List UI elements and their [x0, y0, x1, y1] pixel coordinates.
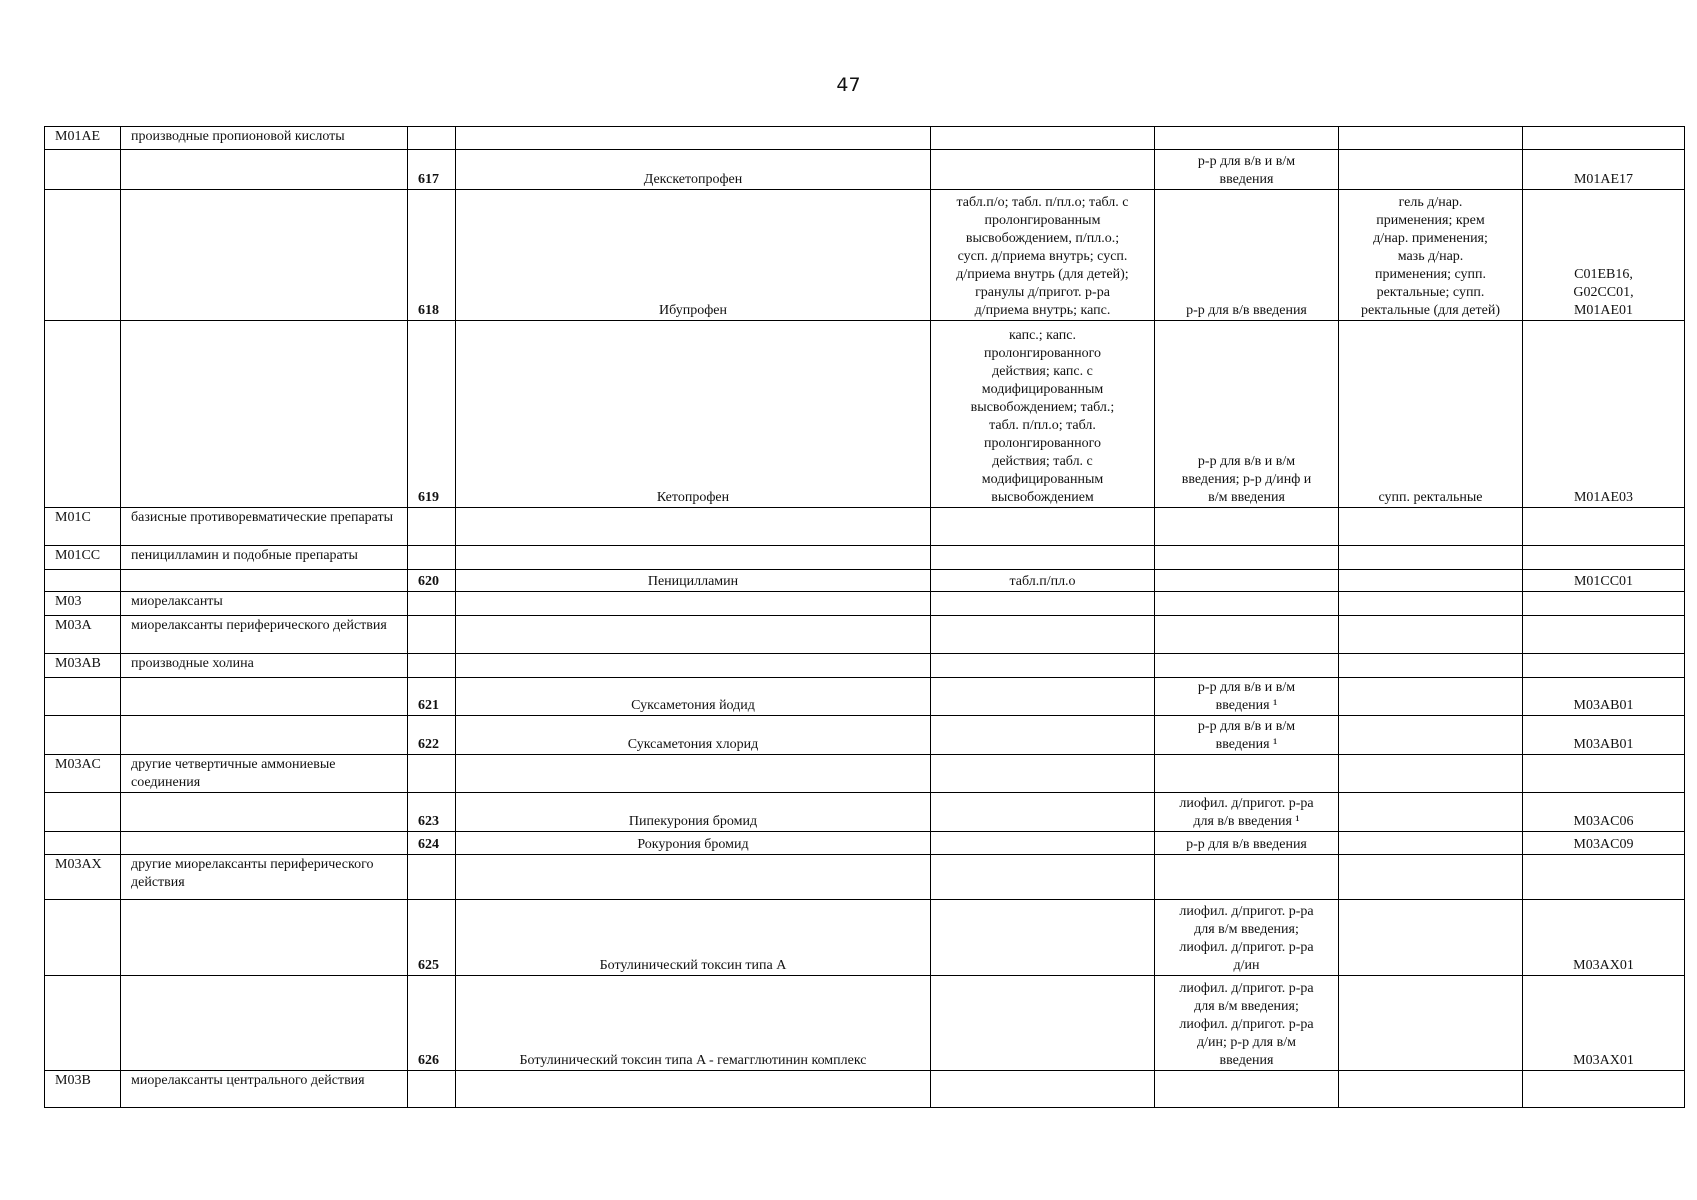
atc-code-text: M01AE03 — [1573, 490, 1634, 505]
atc-group-code-cell — [45, 127, 121, 150]
other-forms-cell — [1339, 570, 1523, 592]
injection-forms-cell — [1155, 716, 1339, 755]
item-number-cell — [408, 546, 456, 570]
atc-code-cell — [1523, 190, 1685, 321]
atc-code-cell — [1523, 832, 1685, 855]
oral-forms-cell — [931, 678, 1155, 716]
atc-group-code-cell — [45, 832, 121, 855]
group-row — [45, 1071, 1685, 1108]
atc-group-code-cell — [45, 793, 121, 832]
injection-forms-cell — [1155, 321, 1339, 508]
injection-forms-text: р-р для в/в введения — [1186, 303, 1307, 318]
drug-name-cell — [456, 616, 931, 654]
drug-name-cell — [456, 1071, 931, 1108]
atc-code-cell — [1523, 755, 1685, 793]
other-forms-cell — [1339, 832, 1523, 855]
drug-name-text: Пеницилламин — [647, 574, 739, 589]
atc-group-name-cell — [121, 678, 408, 716]
atc-group-code-cell — [45, 654, 121, 678]
drug-name-text: Ибупрофен — [659, 303, 727, 318]
item-number-cell — [408, 321, 456, 508]
oral-forms-cell — [931, 546, 1155, 570]
injection-forms-cell — [1155, 900, 1339, 976]
atc-group-code-text: M01CC — [55, 548, 101, 563]
oral-forms-cell — [931, 508, 1155, 546]
drug-name-text: Суксаметония йодид — [631, 698, 755, 713]
atc-group-name-text: производные пропионовой кислоты — [131, 129, 345, 144]
injection-forms-cell — [1155, 755, 1339, 793]
atc-code-cell — [1523, 1071, 1685, 1108]
other-forms-text: супп. ректальные — [1378, 490, 1483, 505]
item-number-cell — [408, 570, 456, 592]
group-row — [45, 755, 1685, 793]
other-forms-cell — [1339, 321, 1523, 508]
atc-group-code-cell — [45, 616, 121, 654]
oral-forms-cell — [931, 321, 1155, 508]
other-forms-cell — [1339, 976, 1523, 1071]
atc-group-name-text: другие четвертичные аммониевые соединения — [131, 757, 336, 790]
atc-code-text: M01CC01 — [1573, 574, 1634, 589]
drug-name-cell — [456, 592, 931, 616]
item-number-text: 618 — [418, 303, 439, 318]
injection-forms-text: р-р для в/в и в/м введения; р-р д/инф и в/м введения — [1181, 454, 1312, 505]
other-forms-cell — [1339, 508, 1523, 546]
drug-table — [44, 126, 1685, 1108]
atc-group-code-text: M03 — [55, 594, 82, 609]
drug-name-cell — [456, 855, 931, 900]
drug-name-text: Ботулинический токсин типа A - гемагглютинин комплекс — [519, 1053, 867, 1068]
injection-forms-cell — [1155, 592, 1339, 616]
atc-code-cell — [1523, 976, 1685, 1071]
other-forms-cell — [1339, 755, 1523, 793]
atc-code-cell — [1523, 616, 1685, 654]
oral-forms-text: табл.п/о; табл. п/пл.о; табл. с пролонгированным высвобождением, п/пл.о.; сусп. д/приема внутрь; сусп. д/приема внутрь (для детей); гранулы д/пригот. р-ра д/приема внутрь; капс. — [956, 195, 1129, 318]
drug-name-cell — [456, 654, 931, 678]
item-number-text: 617 — [418, 172, 439, 187]
atc-group-name-cell — [121, 976, 408, 1071]
other-forms-cell — [1339, 150, 1523, 190]
atc-code-text: M03AB01 — [1573, 698, 1634, 713]
drug-row — [45, 976, 1685, 1071]
injection-forms-cell — [1155, 127, 1339, 150]
atc-group-code-text: M03AX — [55, 857, 102, 872]
drug-name-text: Пипекурония бромид — [628, 814, 758, 829]
drug-row — [45, 900, 1685, 976]
atc-group-name-cell — [121, 150, 408, 190]
item-number-text: 622 — [418, 737, 439, 752]
item-number-cell — [408, 150, 456, 190]
atc-group-code-cell — [45, 508, 121, 546]
injection-forms-cell — [1155, 832, 1339, 855]
drug-name-cell — [456, 546, 931, 570]
group-row — [45, 654, 1685, 678]
other-forms-cell — [1339, 678, 1523, 716]
item-number-cell — [408, 616, 456, 654]
item-number-text: 624 — [418, 837, 439, 852]
item-number-cell — [408, 508, 456, 546]
atc-group-code-text: M03A — [55, 618, 92, 633]
item-number-cell — [408, 976, 456, 1071]
injection-forms-cell — [1155, 570, 1339, 592]
oral-forms-cell — [931, 793, 1155, 832]
atc-group-code-text: M03AB — [55, 656, 101, 671]
other-forms-cell — [1339, 793, 1523, 832]
atc-code-cell — [1523, 546, 1685, 570]
atc-group-name-cell — [121, 592, 408, 616]
atc-group-name-cell — [121, 855, 408, 900]
other-forms-cell — [1339, 546, 1523, 570]
atc-group-name-cell — [121, 793, 408, 832]
group-row — [45, 855, 1685, 900]
atc-group-code-cell — [45, 570, 121, 592]
item-number-cell — [408, 592, 456, 616]
item-number-cell — [408, 654, 456, 678]
atc-code-cell — [1523, 793, 1685, 832]
atc-code-cell — [1523, 855, 1685, 900]
drug-name-text: Кетопрофен — [656, 490, 730, 505]
atc-group-name-text: пеницилламин и подобные препараты — [131, 548, 358, 563]
item-number-cell — [408, 832, 456, 855]
drug-row — [45, 570, 1685, 592]
atc-group-name-cell — [121, 321, 408, 508]
atc-group-name-cell — [121, 616, 408, 654]
group-row — [45, 592, 1685, 616]
atc-code-cell — [1523, 150, 1685, 190]
atc-group-code-cell — [45, 190, 121, 321]
injection-forms-text: лиофил. д/пригот. р-ра для в/в введения ¹ — [1179, 796, 1314, 829]
atc-group-code-text: M01AE — [55, 129, 101, 144]
table-body — [45, 127, 1685, 1108]
drug-name-cell — [456, 755, 931, 793]
atc-code-cell — [1523, 127, 1685, 150]
item-number-text: 621 — [418, 698, 439, 713]
oral-forms-cell — [931, 716, 1155, 755]
oral-forms-cell — [931, 570, 1155, 592]
drug-name-cell — [456, 150, 931, 190]
other-forms-cell — [1339, 127, 1523, 150]
atc-group-code-cell — [45, 592, 121, 616]
atc-code-text: M03AC06 — [1573, 814, 1634, 829]
atc-group-name-cell — [121, 832, 408, 855]
oral-forms-cell — [931, 616, 1155, 654]
oral-forms-cell — [931, 150, 1155, 190]
drug-name-cell — [456, 321, 931, 508]
atc-group-code-cell — [45, 855, 121, 900]
group-row — [45, 127, 1685, 150]
injection-forms-cell — [1155, 654, 1339, 678]
atc-group-name-cell — [121, 570, 408, 592]
atc-group-name-cell — [121, 716, 408, 755]
other-forms-cell — [1339, 855, 1523, 900]
page-number: 47 — [836, 74, 861, 96]
oral-forms-cell — [931, 654, 1155, 678]
other-forms-cell — [1339, 616, 1523, 654]
drug-name-cell — [456, 127, 931, 150]
drug-row — [45, 793, 1685, 832]
atc-group-name-cell — [121, 546, 408, 570]
oral-forms-cell — [931, 900, 1155, 976]
item-number-text: 626 — [418, 1053, 439, 1068]
injection-forms-cell — [1155, 976, 1339, 1071]
atc-group-code-text: M01C — [55, 510, 91, 525]
drug-name-cell — [456, 793, 931, 832]
atc-group-code-cell — [45, 321, 121, 508]
oral-forms-text: капс.; капс. пролонгированного действия; капс. с модифицированным высвобождением; табл.; табл. п/пл.о; табл. пролонгированного действия; табл. с модифицированным высвобождением — [970, 328, 1115, 505]
drug-row — [45, 190, 1685, 321]
injection-forms-cell — [1155, 855, 1339, 900]
item-number-cell — [408, 1071, 456, 1108]
drug-name-text: Рокурония бромид — [637, 837, 749, 852]
oral-forms-cell — [931, 755, 1155, 793]
item-number-text: 625 — [418, 958, 439, 973]
other-forms-cell — [1339, 900, 1523, 976]
other-forms-cell — [1339, 654, 1523, 678]
oral-forms-cell — [931, 976, 1155, 1071]
atc-code-text: M03AC09 — [1573, 837, 1634, 852]
atc-code-text: M03AB01 — [1573, 737, 1634, 752]
item-number-cell — [408, 755, 456, 793]
oral-forms-cell — [931, 190, 1155, 321]
atc-group-name-text: миорелаксанты — [131, 594, 223, 609]
oral-forms-cell — [931, 855, 1155, 900]
atc-group-code-text: M03AC — [55, 757, 101, 772]
injection-forms-text: р-р для в/в и в/м введения ¹ — [1197, 680, 1296, 713]
item-number-text: 623 — [418, 814, 439, 829]
atc-group-name-cell — [121, 755, 408, 793]
atc-group-code-cell — [45, 546, 121, 570]
item-number-cell — [408, 190, 456, 321]
atc-group-name-cell — [121, 1071, 408, 1108]
atc-group-code-cell — [45, 678, 121, 716]
item-number-cell — [408, 793, 456, 832]
atc-code-cell — [1523, 321, 1685, 508]
group-row — [45, 508, 1685, 546]
atc-group-name-cell — [121, 127, 408, 150]
atc-group-name-text: производные холина — [131, 656, 254, 671]
atc-group-code-cell — [45, 755, 121, 793]
item-number-text: 619 — [418, 490, 439, 505]
atc-code-cell — [1523, 716, 1685, 755]
atc-group-name-cell — [121, 900, 408, 976]
injection-forms-cell — [1155, 793, 1339, 832]
drug-name-cell — [456, 832, 931, 855]
injection-forms-cell — [1155, 616, 1339, 654]
item-number-cell — [408, 678, 456, 716]
atc-code-text: M01AE17 — [1573, 172, 1634, 187]
drug-name-cell — [456, 976, 931, 1071]
atc-group-name-cell — [121, 508, 408, 546]
oral-forms-cell — [931, 832, 1155, 855]
drug-name-text: Ботулинический токсин типа A — [599, 958, 787, 973]
injection-forms-cell — [1155, 150, 1339, 190]
atc-group-name-text: другие миорелаксанты периферического действия — [131, 857, 374, 890]
atc-code-text: M03AX01 — [1573, 958, 1634, 973]
atc-code-text: M03AX01 — [1573, 1053, 1634, 1068]
injection-forms-cell — [1155, 678, 1339, 716]
oral-forms-cell — [931, 1071, 1155, 1108]
injection-forms-cell — [1155, 1071, 1339, 1108]
item-number-cell — [408, 716, 456, 755]
injection-forms-cell — [1155, 190, 1339, 321]
injection-forms-text: р-р для в/в и в/м введения — [1197, 154, 1296, 187]
other-forms-cell — [1339, 1071, 1523, 1108]
drug-row — [45, 678, 1685, 716]
group-row — [45, 616, 1685, 654]
atc-code-text: C01EB16, G02CC01, M01AE01 — [1573, 267, 1634, 318]
item-number-cell — [408, 900, 456, 976]
oral-forms-text: табл.п/пл.о — [1009, 574, 1076, 589]
drug-name-cell — [456, 190, 931, 321]
injection-forms-text: лиофил. д/пригот. р-ра для в/м введения; лиофил. д/пригот. р-ра д/ин — [1179, 904, 1314, 973]
drug-row — [45, 321, 1685, 508]
atc-group-code-cell — [45, 1071, 121, 1108]
atc-group-name-text: миорелаксанты центрального действия — [131, 1073, 365, 1088]
drug-name-cell — [456, 570, 931, 592]
atc-code-cell — [1523, 900, 1685, 976]
injection-forms-text: р-р для в/в и в/м введения ¹ — [1197, 719, 1296, 752]
drug-row — [45, 150, 1685, 190]
other-forms-cell — [1339, 716, 1523, 755]
atc-group-code-cell — [45, 900, 121, 976]
atc-group-name-text: миорелаксанты периферического действия — [131, 618, 387, 633]
atc-code-cell — [1523, 570, 1685, 592]
drug-name-text: Суксаметония хлорид — [627, 737, 759, 752]
item-number-cell — [408, 855, 456, 900]
atc-code-cell — [1523, 654, 1685, 678]
item-number-cell — [408, 127, 456, 150]
oral-forms-cell — [931, 592, 1155, 616]
drug-name-cell — [456, 678, 931, 716]
drug-name-cell — [456, 716, 931, 755]
atc-code-cell — [1523, 508, 1685, 546]
atc-group-name-text: базисные противоревматические препараты — [131, 510, 394, 525]
injection-forms-cell — [1155, 546, 1339, 570]
atc-group-name-cell — [121, 654, 408, 678]
group-row — [45, 546, 1685, 570]
atc-code-cell — [1523, 678, 1685, 716]
injection-forms-cell — [1155, 508, 1339, 546]
drug-name-cell — [456, 508, 931, 546]
drug-name-cell — [456, 900, 931, 976]
atc-group-code-cell — [45, 976, 121, 1071]
drug-row — [45, 832, 1685, 855]
other-forms-text: гель д/нар. применения; крем д/нар. применения; мазь д/нар. применения; супп. ректальные; супп. ректальные (для детей) — [1361, 195, 1500, 318]
oral-forms-cell — [931, 127, 1155, 150]
atc-code-cell — [1523, 592, 1685, 616]
drug-row — [45, 716, 1685, 755]
other-forms-cell — [1339, 592, 1523, 616]
injection-forms-text: р-р для в/в введения — [1186, 837, 1307, 852]
atc-group-name-cell — [121, 190, 408, 321]
atc-group-code-cell — [45, 716, 121, 755]
injection-forms-text: лиофил. д/пригот. р-ра для в/м введения; лиофил. д/пригот. р-ра д/ин; р-р для в/м введения — [1179, 981, 1314, 1068]
atc-group-code-cell — [45, 150, 121, 190]
other-forms-cell — [1339, 190, 1523, 321]
atc-group-code-text: M03B — [55, 1073, 91, 1088]
item-number-text: 620 — [418, 574, 439, 589]
drug-name-text: Декскетопрофен — [643, 172, 743, 187]
